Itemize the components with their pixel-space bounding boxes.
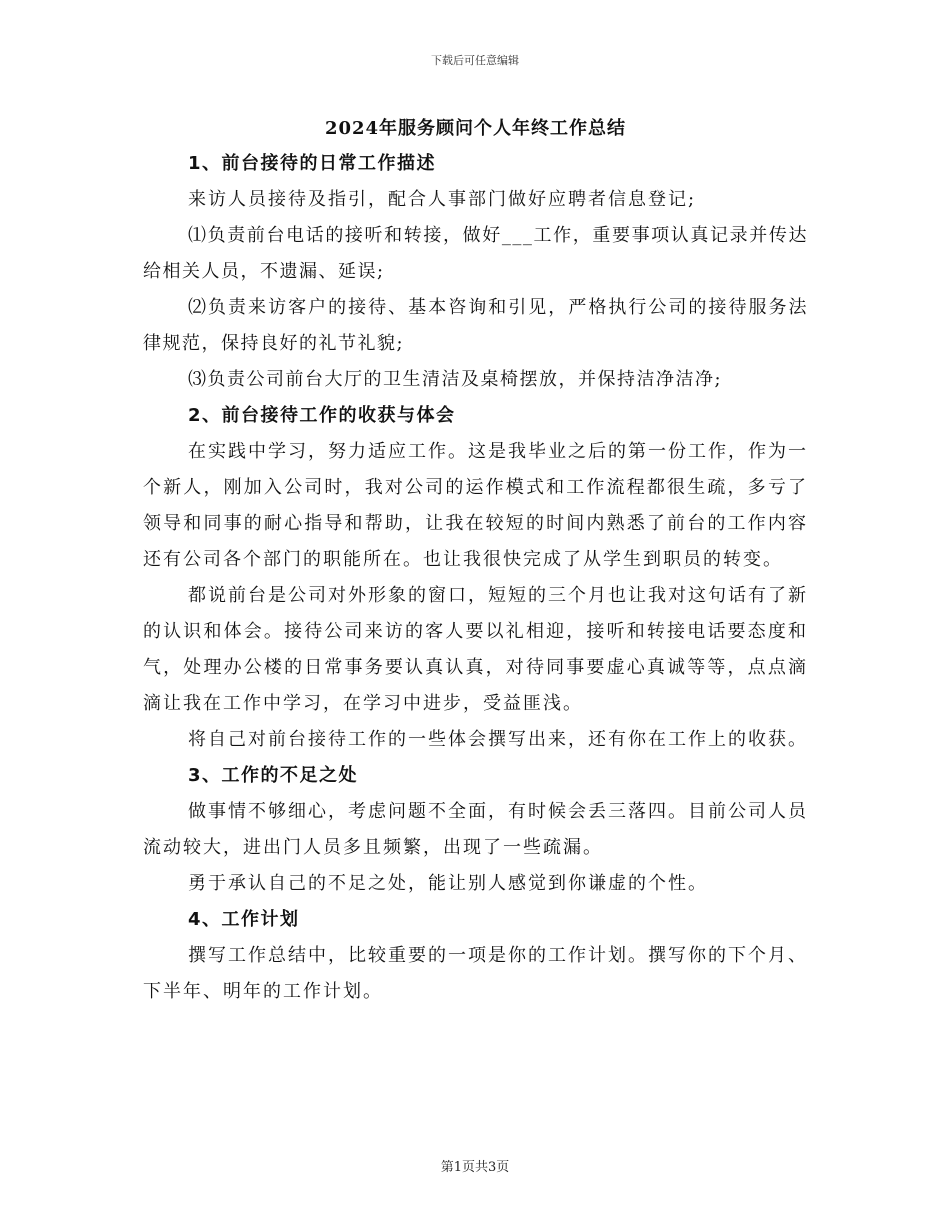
section-daily-work (143, 146, 808, 398)
list-item: ⑶负责公司前台大厅的卫生清洁及桌椅摆放，并保持洁净洁净; (188, 369, 723, 390)
document-body (143, 112, 808, 1010)
page-indicator: 第1页共3页 (440, 1160, 510, 1175)
paragraph: 做事情不够细心，考虑问题不全面，有时候会丢三落四。目前公司人员流动较大，进出门人员多且频繁，出现了一些疏漏。 (143, 801, 808, 858)
paragraph: 在实践中学习，努力适应工作。这是我毕业之后的第一份工作，作为一个新人，刚加入公司时，我对公司的运作模式和工作流程都很生疏，多亏了领导和同事的耐心指导和帮助，让我在较短的时间内熟悉了前台的工作内容还有公司各个部门的职能所在。也让我很快完成了从学生到职员的转变。 (143, 441, 808, 570)
section-heading: 1、前台接待的日常工作描述 (188, 153, 437, 174)
paragraph: 都说前台是公司对外形象的窗口，短短的三个月也让我对这句话有了新的认识和体会。接待公司来访的客人要以礼相迎，接听和转接电话要态度和气，处理办公楼的日常事务要认真认真，对待同事要虚心真诚等等，点点滴滴让我在工作中学习，在学习中进步，受益匪浅。 (143, 585, 808, 714)
paragraph: 撰写工作总结中，比较重要的一项是你的工作计划。撰写你的下个月、下半年、明年的工作计划。 (143, 945, 808, 1002)
section-heading: 2、前台接待工作的收获与体会 (188, 405, 456, 426)
paragraph: 来访人员接待及指引，配合人事部门做好应聘者信息登记; (188, 189, 697, 210)
section-heading: 4、工作计划 (188, 909, 300, 930)
paragraph: 勇于承认自己的不足之处，能让别人感觉到你谦虚的个性。 (188, 873, 708, 894)
header-note: 下载后可任意编辑 (431, 54, 519, 67)
section-gains (143, 398, 808, 758)
paragraph: 将自己对前台接待工作的一些体会撰写出来，还有你在工作上的收获。 (188, 729, 808, 750)
section-heading: 3、工作的不足之处 (188, 765, 359, 786)
document-title: 2024年服务顾问个人年终工作总结 (324, 118, 627, 139)
list-item: ⑵负责来访客户的接待、基本咨询和引见，严格执行公司的接待服务法律规范，保持良好的礼节礼貌; (143, 297, 808, 354)
section-work-plan (143, 902, 808, 1010)
list-item: ⑴负责前台电话的接听和转接，做好___工作，重要事项认真记录并传达给相关人员，不遗漏、延误; (143, 225, 808, 282)
section-shortcomings (143, 758, 808, 902)
